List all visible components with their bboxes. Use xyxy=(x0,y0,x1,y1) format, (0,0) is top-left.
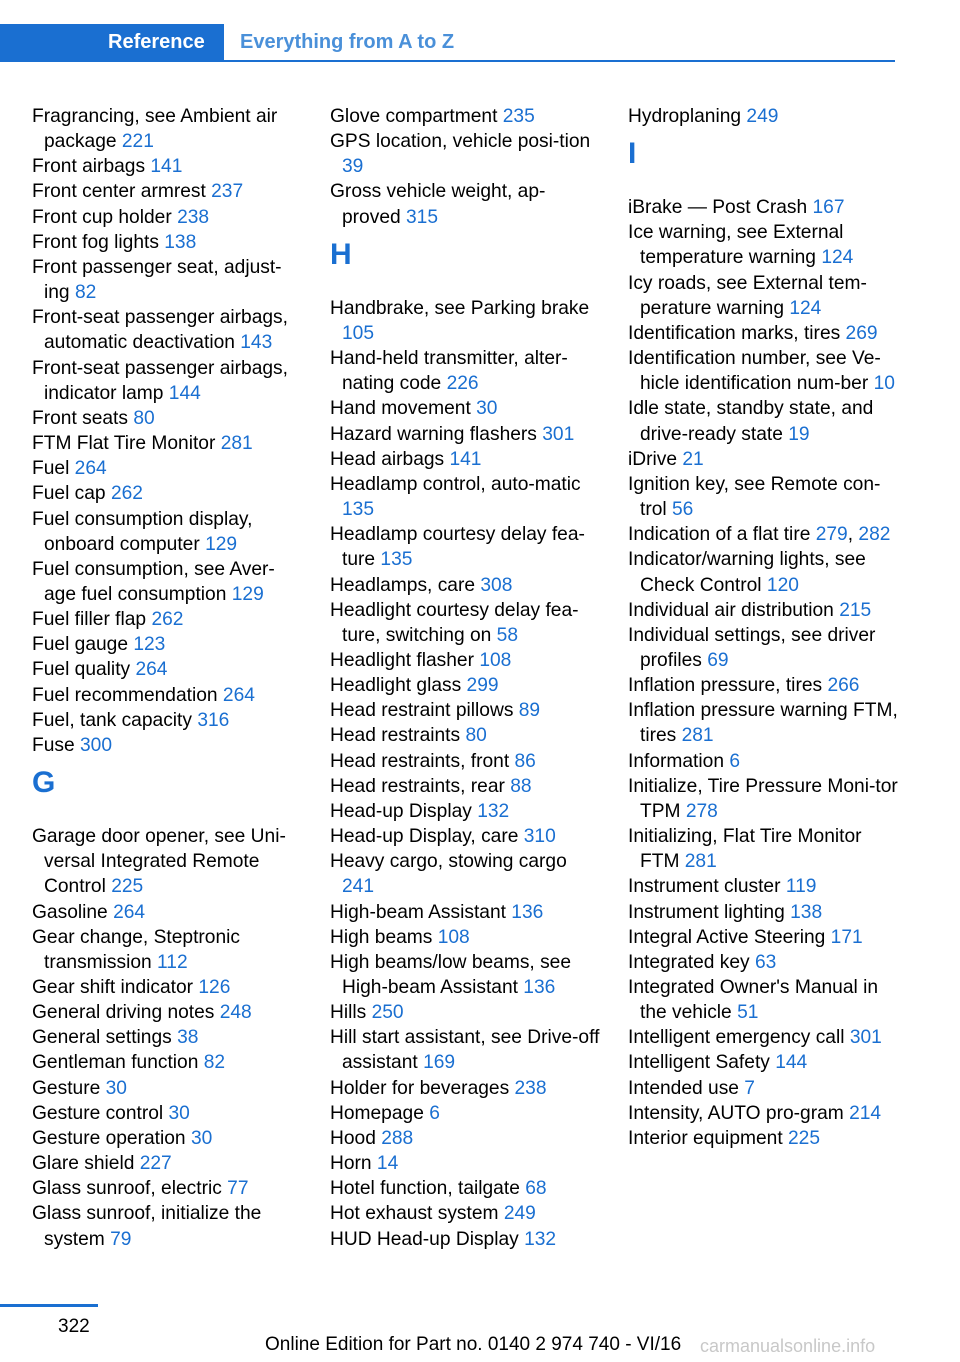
index-term: Headlamp courtesy delay fea‐ture xyxy=(330,524,585,571)
page-link[interactable]: 249 xyxy=(746,106,779,127)
index-term: Gentleman function xyxy=(32,1052,204,1074)
index-term: High-beam Assistant xyxy=(330,901,512,923)
index-letter-heading: H xyxy=(330,237,352,271)
page-link[interactable]: 316 xyxy=(197,709,230,731)
index-entry xyxy=(628,547,903,597)
index-entry xyxy=(628,1126,903,1151)
index-entry xyxy=(330,849,602,899)
page-link[interactable]: 238 xyxy=(514,1077,547,1099)
index-entry xyxy=(330,522,602,572)
page-header xyxy=(0,24,895,62)
page-link[interactable]: 10 xyxy=(873,373,895,395)
index-term: Horn xyxy=(330,1153,377,1175)
page-link[interactable]: 135 xyxy=(380,549,413,571)
index-letter-heading: I xyxy=(628,137,637,171)
page-link[interactable]: 79 xyxy=(110,1228,132,1250)
index-term: Instrument cluster xyxy=(628,876,786,898)
page-link[interactable]: 266 xyxy=(827,675,860,697)
index-entry xyxy=(330,1000,602,1025)
page-link[interactable]: 38 xyxy=(177,1027,199,1049)
page-link[interactable]: 124 xyxy=(821,247,854,269)
section-label: Reference xyxy=(108,31,205,53)
index-term: Hotel function, tailgate xyxy=(330,1178,526,1200)
page-link[interactable]: 301 xyxy=(542,423,575,445)
index-entry xyxy=(330,447,602,472)
index-term: Intelligent Safety xyxy=(628,1052,776,1074)
page-link[interactable]: 39 xyxy=(342,156,364,178)
page-number: 322 xyxy=(58,1316,90,1337)
page-link[interactable]: 301 xyxy=(849,1027,882,1049)
index-entry xyxy=(32,507,304,557)
index-entry xyxy=(628,749,903,774)
index-entry xyxy=(628,1101,903,1126)
page-link[interactable]: 310 xyxy=(523,826,556,848)
index-term: Fuel consumption display, onboard computer xyxy=(32,508,253,555)
page-link[interactable]: 141 xyxy=(150,156,183,178)
page-link[interactable]: 88 xyxy=(510,775,532,797)
page-link[interactable]: 237 xyxy=(211,181,244,203)
index-term: Indicator/warning lights, see Check Control xyxy=(628,549,866,596)
index-entry xyxy=(32,708,304,733)
index-term: Individual air distribution xyxy=(628,599,840,621)
page-link[interactable]: 262 xyxy=(110,483,143,505)
index-entry xyxy=(330,104,602,129)
index-term: Head airbags xyxy=(330,448,450,470)
index-term: Fuel, tank capacity xyxy=(32,709,198,731)
subsection-tab xyxy=(224,24,895,62)
index-entry xyxy=(330,422,602,447)
page-link[interactable]: 80 xyxy=(465,725,487,747)
index-term: General settings xyxy=(32,1027,178,1049)
page-link[interactable]: 6 xyxy=(729,750,740,772)
index-entry xyxy=(32,657,304,682)
index-term: Gesture operation xyxy=(32,1127,191,1149)
section-tab xyxy=(0,24,224,62)
index-term: Intensity, AUTO pro‐gram xyxy=(628,1102,850,1124)
page-link[interactable]: 250 xyxy=(371,1002,404,1024)
index-entry xyxy=(32,683,304,708)
index-term: Individual settings, see driver profiles xyxy=(628,624,876,671)
page-link[interactable]: 221 xyxy=(121,131,154,153)
index-term: Information xyxy=(628,750,730,772)
index-entry xyxy=(330,723,602,748)
page-link[interactable]: 279 xyxy=(815,524,848,546)
index-entry xyxy=(32,607,304,632)
index-entry xyxy=(330,1101,602,1126)
index-entry xyxy=(628,220,903,270)
page-link[interactable]: 124 xyxy=(789,297,822,319)
page-link[interactable]: 132 xyxy=(477,800,510,822)
index-column-1 xyxy=(32,104,304,1252)
page-link[interactable]: 225 xyxy=(111,876,144,898)
index-term: Head restraints, front xyxy=(330,750,515,772)
index-entry xyxy=(330,950,602,1000)
footer-rule xyxy=(0,1304,98,1307)
index-entry xyxy=(330,573,602,598)
index-entry xyxy=(32,406,304,431)
index-entry xyxy=(32,205,304,230)
index-term: Head-up Display, care xyxy=(330,826,524,848)
index-term: Hills xyxy=(330,1002,372,1024)
index-entry xyxy=(628,950,903,975)
page-link[interactable]: 264 xyxy=(135,659,168,681)
index-entry xyxy=(32,255,304,305)
index-entry xyxy=(330,1201,602,1226)
page-link[interactable]: 30 xyxy=(168,1102,190,1124)
index-term: Heavy cargo, stowing cargo xyxy=(330,851,567,873)
index-term: Fuel xyxy=(32,458,75,480)
page-link[interactable]: 21 xyxy=(682,448,704,470)
index-term: Hydroplaning xyxy=(628,106,747,127)
index-entry xyxy=(628,396,903,446)
index-entry xyxy=(628,1025,903,1050)
index-entry xyxy=(330,673,602,698)
index-entry xyxy=(32,179,304,204)
index-entry xyxy=(330,824,602,849)
page-link[interactable]: 108 xyxy=(479,649,512,671)
index-entry xyxy=(628,472,903,522)
index-term: FTM Flat Tire Monitor xyxy=(32,433,221,455)
page-link[interactable]: 264 xyxy=(74,458,107,480)
index-entry xyxy=(330,749,602,774)
index-term: Identification number, see Ve‐hicle identification num‐ber xyxy=(628,348,881,395)
index-term: General driving notes xyxy=(32,1002,220,1024)
page-link[interactable]: 262 xyxy=(151,609,184,631)
index-term: Homepage xyxy=(330,1102,430,1124)
index-entry xyxy=(32,481,304,506)
index-term: Glass sunroof, initialize the system xyxy=(32,1203,262,1250)
subsection-label: Everything from A to Z xyxy=(240,31,455,53)
index-entry xyxy=(628,1050,903,1075)
index-entry xyxy=(330,799,602,824)
index-entry xyxy=(628,874,903,899)
page-link[interactable]: 299 xyxy=(466,675,499,697)
watermark: carmanualsonline.info xyxy=(700,1336,876,1356)
index-entry xyxy=(32,557,304,607)
index-entry xyxy=(628,598,903,623)
page-link[interactable]: 119 xyxy=(785,876,817,898)
page-link[interactable]: 6 xyxy=(429,1102,440,1124)
index-term: Fuse xyxy=(32,734,80,756)
index-entry xyxy=(330,1025,602,1075)
index-entry xyxy=(330,648,602,673)
page-link[interactable]: 288 xyxy=(381,1127,414,1149)
index-entry xyxy=(628,900,903,925)
page-link[interactable]: 86 xyxy=(514,750,536,772)
index-entry xyxy=(32,1025,304,1050)
index-term: Inflation pressure, tires xyxy=(628,675,828,697)
index-term: Icy roads, see External tem‐perature warning xyxy=(628,272,867,319)
page-link[interactable]: 30 xyxy=(105,1077,127,1099)
page-link[interactable]: 167 xyxy=(812,197,845,219)
index-entry xyxy=(628,346,903,396)
index-term: Hot exhaust system xyxy=(330,1203,504,1225)
index-entry xyxy=(330,296,602,346)
page-link[interactable]: 80 xyxy=(133,407,155,429)
index-entry xyxy=(330,1126,602,1151)
index-term: Glare shield xyxy=(32,1153,140,1175)
index-entry xyxy=(330,179,602,229)
index-entry xyxy=(32,104,304,154)
index-letter-heading: G xyxy=(32,766,56,800)
page-link[interactable]: 69 xyxy=(707,649,729,671)
edition-note: Online Edition for Part no. 0140 2 974 740 - VI/16 xyxy=(265,1334,682,1355)
page-link[interactable]: 281 xyxy=(684,851,717,873)
page-link[interactable]: 129 xyxy=(231,583,264,605)
page-link[interactable]: 51 xyxy=(737,1002,759,1024)
page-link[interactable]: 248 xyxy=(219,1002,252,1024)
index-term: High beams/low beams, see High-beam Assistant xyxy=(330,951,572,998)
index-entry xyxy=(32,733,304,758)
page-link[interactable]: 308 xyxy=(480,574,513,596)
index-term: Fuel filler flap xyxy=(32,609,152,631)
index-term: Gesture xyxy=(32,1077,106,1099)
page-link[interactable]: 225 xyxy=(787,1127,820,1149)
index-entry xyxy=(628,975,903,1025)
index-term: Integrated key xyxy=(628,951,755,973)
index-term: Head restraints xyxy=(330,725,466,747)
page-link[interactable]: 136 xyxy=(523,977,556,998)
page-link[interactable]: 135 xyxy=(342,499,375,521)
index-term: Front center armrest xyxy=(32,181,212,203)
index-entry xyxy=(628,623,903,673)
index-entry xyxy=(628,673,903,698)
index-entry xyxy=(32,824,304,899)
index-term: Hood xyxy=(330,1127,382,1149)
page-link[interactable]: 227 xyxy=(139,1153,172,1175)
index-entry xyxy=(32,1000,304,1025)
index-term: Instrument lighting xyxy=(628,901,791,923)
index-term: Hazard warning flashers xyxy=(330,423,543,445)
page-link[interactable]: 112 xyxy=(157,951,188,973)
index-entry xyxy=(628,1076,903,1101)
page-link[interactable]: 82 xyxy=(74,282,97,304)
index-term: Headlamp control, auto‐matic xyxy=(330,473,581,495)
page-link[interactable]: 281 xyxy=(681,725,714,747)
page-link[interactable]: 82 xyxy=(203,1052,226,1074)
index-term: Head-up Display xyxy=(330,800,478,822)
index-term: Gross vehicle weight, ap‐proved xyxy=(330,181,546,228)
index-entry xyxy=(330,925,602,950)
page-link[interactable]: 120 xyxy=(766,574,799,596)
page-link[interactable]: 226 xyxy=(446,373,479,395)
page-link[interactable]: 30 xyxy=(476,398,498,420)
index-term: GPS location, vehicle posi‐tion xyxy=(330,131,591,153)
index-entry xyxy=(330,698,602,723)
index-term: Fuel recommendation xyxy=(32,684,223,706)
page-link[interactable]: 238 xyxy=(177,206,210,228)
index-term: Front cup holder xyxy=(32,206,178,228)
index-entry xyxy=(32,1201,304,1251)
page-link[interactable]: 235 xyxy=(502,106,535,127)
index-entry xyxy=(628,104,903,129)
index-entry xyxy=(330,346,602,396)
page-link[interactable]: 14 xyxy=(376,1153,399,1175)
page-link[interactable]: 241 xyxy=(342,876,375,898)
index-term: Idle state, standby state, and drive-ready state xyxy=(628,398,874,445)
index-term: Fuel cap xyxy=(32,483,111,505)
index-term: Indication of a flat tire xyxy=(628,524,816,546)
page-link[interactable]: 123 xyxy=(133,634,166,656)
index-term: Head restraint pillows xyxy=(330,700,519,722)
page-link[interactable]: 215 xyxy=(839,599,872,621)
page-link[interactable]: 264 xyxy=(222,684,255,706)
index-entry xyxy=(32,1126,304,1151)
index-term: Front-seat passenger airbags, automatic deactivation xyxy=(32,307,288,354)
index-entry xyxy=(32,900,304,925)
page-link[interactable]: 19 xyxy=(788,423,810,445)
page-link[interactable]: 7 xyxy=(744,1077,755,1099)
page-link[interactable]: 269 xyxy=(845,322,878,344)
page-link[interactable]: 281 xyxy=(220,433,253,455)
index-term: Gear shift indicator xyxy=(32,977,199,998)
index-column-3 xyxy=(628,104,903,1151)
page-link[interactable]: 169 xyxy=(423,1052,456,1074)
page-link[interactable]: 89 xyxy=(518,700,541,722)
index-entry xyxy=(32,1076,304,1101)
page-link[interactable]: 136 xyxy=(511,901,544,923)
index-entry xyxy=(32,154,304,179)
page-link[interactable]: 249 xyxy=(503,1203,536,1225)
index-entry xyxy=(330,129,602,179)
index-entry xyxy=(32,1151,304,1176)
index-term: Front airbags xyxy=(32,156,151,178)
index-term: Gear change, Steptronic transmission xyxy=(32,926,240,973)
page-link[interactable]: 214 xyxy=(849,1102,882,1124)
page-link[interactable]: 126 xyxy=(198,977,231,998)
page-link[interactable]: 300 xyxy=(80,734,113,756)
index-entry xyxy=(628,925,903,950)
page-link[interactable]: 144 xyxy=(775,1052,808,1074)
index-term: High beams xyxy=(330,926,438,948)
index-term: Front seats xyxy=(32,407,134,429)
page-link[interactable]: 278 xyxy=(685,800,718,822)
index-term: Inflation pressure warning FTM, tires xyxy=(628,700,898,747)
index-term: Garage door opener, see Uni‐versal Integrated Remote Control xyxy=(32,826,286,898)
index-term: Front fog lights xyxy=(32,231,165,253)
index-entry xyxy=(32,1050,304,1075)
index-entry xyxy=(628,447,903,472)
index-term: Ignition key, see Remote con‐trol xyxy=(628,473,881,521)
index-term: Gasoline xyxy=(32,901,114,923)
page-link[interactable]: 129 xyxy=(205,533,238,555)
page-link[interactable]: 143 xyxy=(240,332,273,354)
index-entry xyxy=(330,396,602,421)
page-link[interactable]: 264 xyxy=(113,901,146,923)
index-term: Hill start assistant, see Drive-off assistant xyxy=(330,1027,600,1074)
index-term: Intended use xyxy=(628,1077,745,1099)
index-term: iDrive xyxy=(628,448,683,470)
index-term: Fuel consumption, see Aver‐age fuel consumption xyxy=(32,558,275,605)
index-term: Glove compartment xyxy=(330,106,503,127)
index-entry xyxy=(330,1151,602,1176)
index-term: Fragrancing, see Ambient air package xyxy=(32,106,278,153)
index-term: Front-seat passenger airbags, indicator lamp xyxy=(32,357,288,404)
index-entry xyxy=(32,456,304,481)
index-term: Fuel quality xyxy=(32,659,136,681)
index-entry xyxy=(32,975,304,1000)
index-term: Gesture control xyxy=(32,1102,169,1124)
index-term: Fuel gauge xyxy=(32,634,134,656)
index-term: Headlight courtesy delay fea‐ture, switching on xyxy=(330,599,579,646)
page-link[interactable]: 132 xyxy=(524,1228,557,1250)
index-entry xyxy=(628,271,903,321)
page-link[interactable]: 108 xyxy=(437,926,470,948)
index-entry xyxy=(628,774,903,824)
index-entry xyxy=(628,522,903,547)
index-term: Headlight flasher xyxy=(330,649,480,671)
index-term: Glass sunroof, electric xyxy=(32,1178,228,1200)
index-term: Hand movement xyxy=(330,398,477,420)
index-entry xyxy=(330,1227,602,1252)
index-term: Head restraints, rear xyxy=(330,775,511,797)
index-term: Initializing, Flat Tire Monitor FTM xyxy=(628,826,862,873)
page-link[interactable]: 68 xyxy=(525,1178,547,1200)
page-separator: , xyxy=(847,524,859,546)
page-link[interactable]: 144 xyxy=(168,382,201,404)
index-entry xyxy=(330,774,602,799)
index-term: HUD Head-up Display xyxy=(330,1228,525,1250)
index-entry xyxy=(32,230,304,255)
page-link[interactable]: 56 xyxy=(672,499,694,521)
page-link[interactable]: 58 xyxy=(496,624,518,646)
page-link[interactable]: 138 xyxy=(790,901,823,923)
index-entry xyxy=(330,1176,602,1201)
index-term: Integral Active Steering xyxy=(628,926,831,948)
index-entry xyxy=(628,824,903,874)
page-link[interactable]: 282 xyxy=(858,524,891,546)
index-term: Headlight glass xyxy=(330,675,467,697)
index-entry xyxy=(628,195,903,220)
index-entry xyxy=(628,321,903,346)
index-entry xyxy=(32,1101,304,1126)
index-term: Handbrake, see Parking brake xyxy=(330,297,590,319)
index-entry xyxy=(32,632,304,657)
page-link[interactable]: 30 xyxy=(190,1127,213,1149)
index-entry xyxy=(628,698,903,748)
index-term: Holder for beverages xyxy=(330,1077,515,1099)
index-entry xyxy=(330,1076,602,1101)
index-column-2 xyxy=(330,104,602,1252)
index-term: Intelligent emergency call xyxy=(628,1027,850,1049)
index-term: Integrated Owner's Manual in the vehicle xyxy=(628,977,879,1024)
page-link[interactable]: 141 xyxy=(449,448,482,470)
index-entry xyxy=(32,431,304,456)
index-term: Initialize, Tire Pressure Moni‐tor TPM xyxy=(628,775,898,822)
index-term: Ice warning, see External temperature warning xyxy=(628,222,844,269)
index-term: Identification marks, tires xyxy=(628,322,846,344)
page-link[interactable]: 105 xyxy=(342,322,375,344)
index-entry xyxy=(32,925,304,975)
page-link[interactable]: 138 xyxy=(164,231,197,253)
index-entry xyxy=(330,472,602,522)
index-entry xyxy=(32,356,304,406)
index-term: Interior equipment xyxy=(628,1127,788,1149)
index-term: iBrake — Post Crash xyxy=(628,197,813,219)
index-entry xyxy=(330,598,602,648)
page-link[interactable]: 315 xyxy=(406,206,439,228)
index-entry xyxy=(32,1176,304,1201)
index-entry xyxy=(32,305,304,355)
index-term: Hand-held transmitter, alter‐nating code xyxy=(330,348,568,395)
index-entry xyxy=(330,900,602,925)
page-link[interactable]: 63 xyxy=(754,951,777,973)
page-link[interactable]: 77 xyxy=(227,1178,249,1200)
index-term: Headlamps, care xyxy=(330,574,481,596)
page-link[interactable]: 171 xyxy=(830,926,863,948)
index-term: Front passenger seat, adjust‐ing xyxy=(32,256,282,304)
